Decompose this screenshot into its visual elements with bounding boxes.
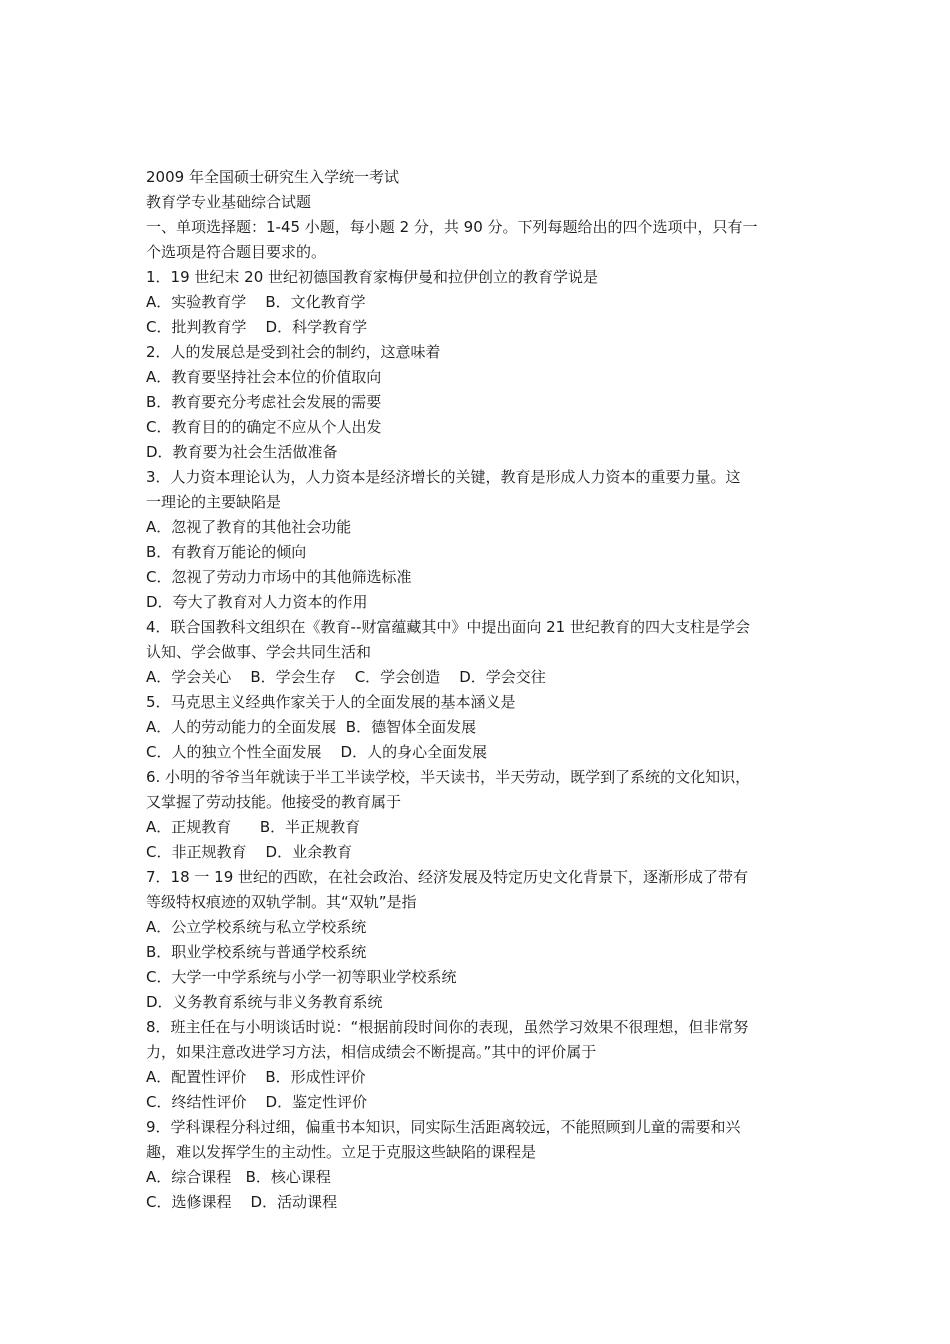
question-8-stem: 8．班主任在与小明谈话时说：“根据前段时间你的表现，虽然学习效果不很理想，但非常努 bbox=[146, 1018, 749, 1036]
question-3-option-b: B．有教育万能论的倾向 bbox=[146, 543, 307, 561]
section-heading-continued: 个选项是符合题目要求的。 bbox=[146, 243, 327, 261]
question-8-stem-continued: 力，如果注意改进学习方法，相信成绩会不断提高。”其中的评价属于 bbox=[146, 1043, 597, 1061]
question-9-stem: 9．学科课程分科过细，偏重书本知识，同实际生活距离较远，不能照顾到儿童的需要和兴 bbox=[146, 1118, 741, 1136]
question-7-stem: 7．18 一 19 世纪的西欧，在社会政治、经济发展及特定历史文化背景下，逐渐形成了带有 bbox=[146, 868, 749, 886]
question-7-option-c: C．大学一中学系统与小学一初等职业学校系统 bbox=[146, 968, 457, 986]
question-3-option-a: A．忽视了教育的其他社会功能 bbox=[146, 518, 352, 536]
question-1-options-row: C．批判教育学 D．科学教育学 bbox=[146, 318, 368, 336]
question-6-options-row: A．正规教育 B．半正规教育 bbox=[146, 818, 361, 836]
question-2-stem: 2．人的发展总是受到社会的制约，这意味着 bbox=[146, 343, 441, 361]
question-3-option-d: D．夸大了教育对人力资本的作用 bbox=[146, 593, 368, 611]
question-9-stem-continued: 趣，难以发挥学生的主动性。立足于克服这些缺陷的课程是 bbox=[146, 1143, 537, 1161]
question-2-option-c: C．教育目的的确定不应从个人出发 bbox=[146, 418, 382, 436]
question-7-option-b: B．职业学校系统与普通学校系统 bbox=[146, 943, 367, 961]
question-5-options-row: C．人的独立个性全面发展 D．人的身心全面发展 bbox=[146, 743, 488, 761]
question-6-stem-continued: 又掌握了劳动技能。他接受的教育属于 bbox=[146, 793, 402, 811]
question-8-options-row: A．配置性评价 B．形成性评价 bbox=[146, 1068, 366, 1086]
question-2-option-d: D．教育要为社会生活做准备 bbox=[146, 443, 338, 461]
exam-title: 2009 年全国硕士研究生入学统一考试 bbox=[146, 168, 399, 186]
question-8-options-row: C．终结性评价 D．鉴定性评价 bbox=[146, 1093, 368, 1111]
question-3-stem: 3．人力资本理论认为，人力资本是经济增长的关键，教育是形成人力资本的重要力量。这 bbox=[146, 468, 741, 486]
question-7-stem-continued: 等级特权痕迹的双轨学制。其“双轨”是指 bbox=[146, 893, 417, 911]
question-1-stem: 1．19 世纪末 20 世纪初德国教育家梅伊曼和拉伊创立的教育学说是 bbox=[146, 268, 599, 286]
question-7-option-a: A．公立学校系统与私立学校系统 bbox=[146, 918, 367, 936]
question-4-options-row: A．学会关心 B．学会生存 C．学会创造 D．学会交往 bbox=[146, 668, 546, 686]
exam-page bbox=[146, 165, 810, 1215]
question-1-options-row: A．实验教育学 B．文化教育学 bbox=[146, 293, 366, 311]
exam-subtitle: 教育学专业基础综合试题 bbox=[146, 193, 312, 211]
question-5-stem: 5．马克思主义经典作家关于人的全面发展的基本涵义是 bbox=[146, 693, 516, 711]
question-4-stem: 4．联合国教科文组织在《教育--财富蕴藏其中》中提出面向 21 世纪教育的四大支柱是学会 bbox=[146, 618, 750, 636]
question-9-options-row: A．综合课程 B．核心课程 bbox=[146, 1168, 331, 1186]
question-2-option-b: B．教育要充分考虑社会发展的需要 bbox=[146, 393, 382, 411]
question-7-option-d: D．义务教育系统与非义务教育系统 bbox=[146, 993, 383, 1011]
question-4-stem-continued: 认知、学会做事、学会共同生活和 bbox=[146, 643, 372, 661]
question-6-stem: 6. 小明的爷爷当年就读于半工半读学校，半天读书，半天劳动，既学到了系统的文化知识， bbox=[146, 768, 751, 786]
question-9-options-row: C．选修课程 D．活动课程 bbox=[146, 1193, 338, 1211]
question-5-options-row: A．人的劳动能力的全面发展 B．德智体全面发展 bbox=[146, 718, 477, 736]
section-heading: 一、单项选择题：1-45 小题，每小题 2 分，共 90 分。下列每题给出的四个选项中，只有一 bbox=[146, 218, 758, 236]
question-3-stem-continued: 一理论的主要缺陷是 bbox=[146, 493, 282, 511]
question-6-options-row: C．非正规教育 D．业余教育 bbox=[146, 843, 353, 861]
question-2-option-a: A．教育要坚持社会本位的价值取向 bbox=[146, 368, 382, 386]
question-3-option-c: C．忽视了劳动力市场中的其他筛选标准 bbox=[146, 568, 412, 586]
